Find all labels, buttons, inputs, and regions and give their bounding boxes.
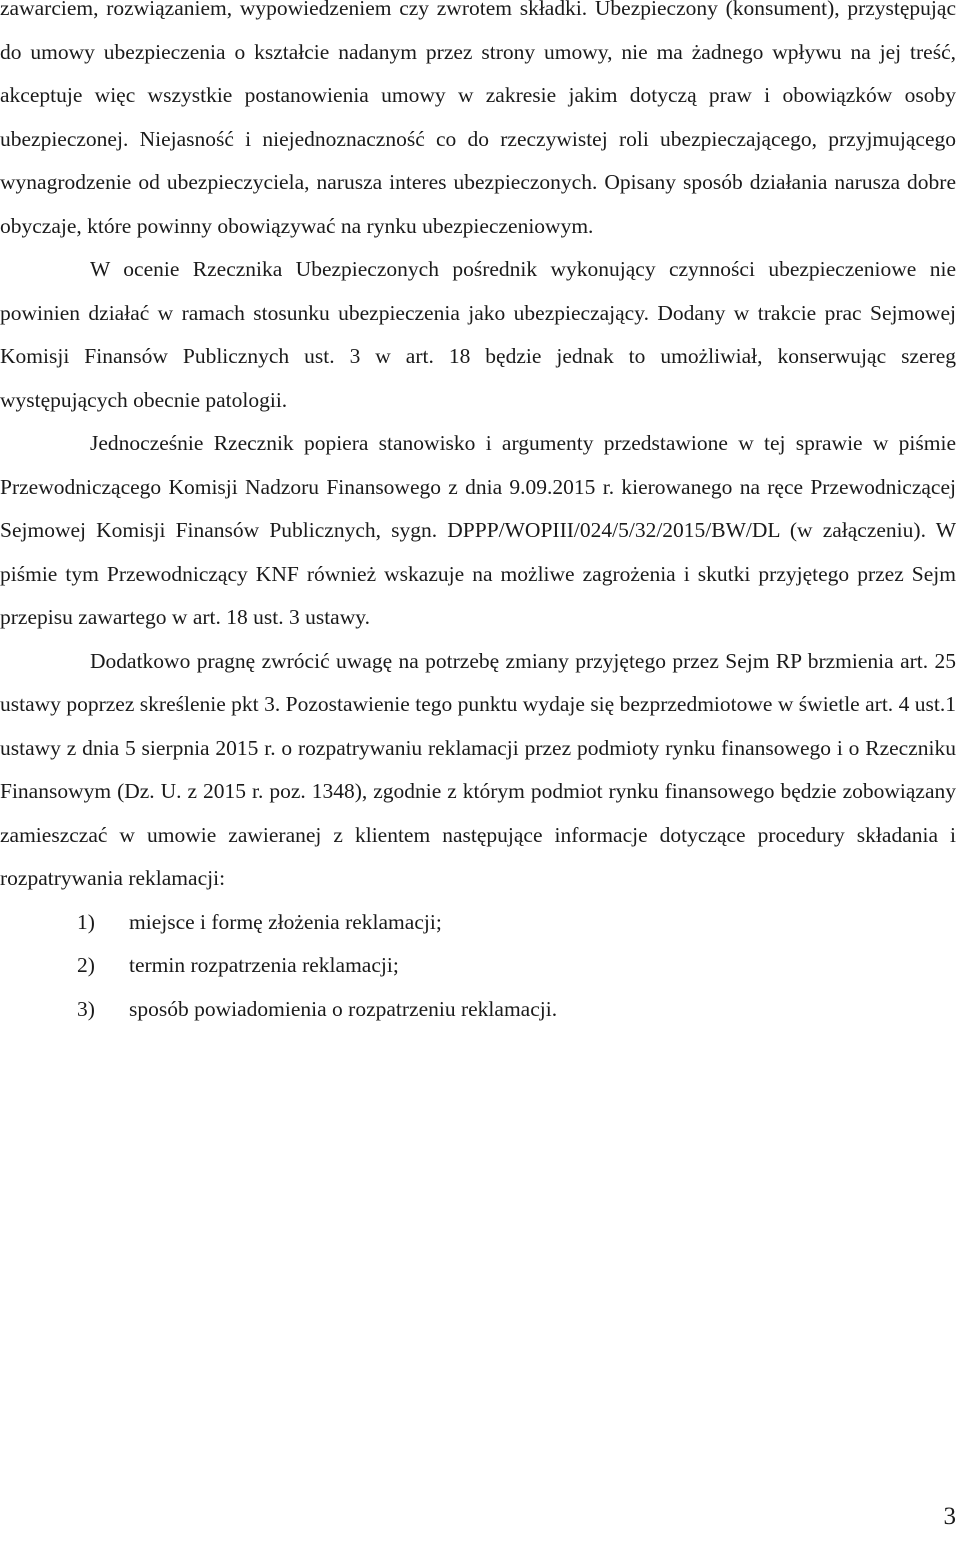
list-item-number: 1) [77,909,95,934]
paragraph-2: W ocenie Rzecznika Ubezpieczonych pośrednik wykonujący czynności ubezpieczeniowe nie powinien działać w ramach stosunku ubezpieczenia jako ubezpieczający. Dodany w trakcie prac Sejmowej Komisji Finansów Publicznych ust. 3 w art. 18 będzie jednak to umożliwiał, konserwując szereg występujących obecnie patologii. [0,257,956,412]
paragraph-3: Jednocześnie Rzecznik popiera stanowisko i argumenty przedstawione w tej sprawie w piśmie Przewodniczącego Komisji Nadzoru Finansowego z dnia 9.09.2015 r. kierowanego na ręce Przewodniczącej Sejmowej Komisji Finansów Publicznych, sygn. DPPP/WOPIII/024/5/32/2015/BW/DL (w załączeniu). W piśmie tym Przewodniczący KNF również wskazuje na możliwe zagrożenia i skutki przyjętego przez Sejm przepisu zawartego w art. 18 ust. 3 ustawy. [0,431,956,629]
paragraph-4: Dodatkowo pragnę zwrócić uwagę na potrzebę zmiany przyjętego przez Sejm RP brzmienia art. 25 ustawy poprzez skreślenie pkt 3. Pozostawienie tego punktu wydaje się bezprzedmiotowe w świetle art. 4 ust.1 ustawy z dnia 5 sierpnia 2015 r. o rozpatrywaniu reklamacji przez podmioty rynku finansowego i o Rzeczniku Finansowym (Dz. U. z 2015 r. poz. 1348), zgodnie z którym podmiot rynku finansowego będzie zobowiązany zamieszczać w umowie zawieranej z klientem następujące informacje dotyczące procedury składania i rozpatrywania reklamacji: [0,648,956,890]
list-item [0,901,956,945]
page-number: 3 [943,1503,956,1530]
list-item [0,988,956,1032]
list-item-text: miejsce i formę złożenia reklamacji; [129,909,442,934]
list-item-number: 3) [77,996,95,1021]
paragraph-1: zawarciem, rozwiązaniem, wypowiedzeniem czy zwrotem składki. Ubezpieczony (konsument), przystępując do umowy ubezpieczenia o kształcie nadanym przez strony umowy, nie ma żadnego wpływu na jej treść, akceptuje więc wszystkie postanowienia umowy w zakresie jakim dotyczą praw i obowiązków osoby ubezpieczonej. Niejasność i niejednoznaczność co do rzeczywistej roli ubezpieczającego, przyjmującego wynagrodzenie od ubezpieczyciela, narusza interes ubezpieczonych. Opisany sposób działania narusza dobre obyczaje, które powinny obowiązywać na rynku ubezpieczeniowym. [0,0,956,238]
list-item-text: termin rozpatrzenia reklamacji; [129,953,399,977]
requirements-list [0,901,956,1032]
list-item-text: sposób powiadomienia o rozpatrzeniu reklamacji. [129,996,558,1021]
list-item [0,944,956,988]
list-item-number: 2) [77,953,95,977]
